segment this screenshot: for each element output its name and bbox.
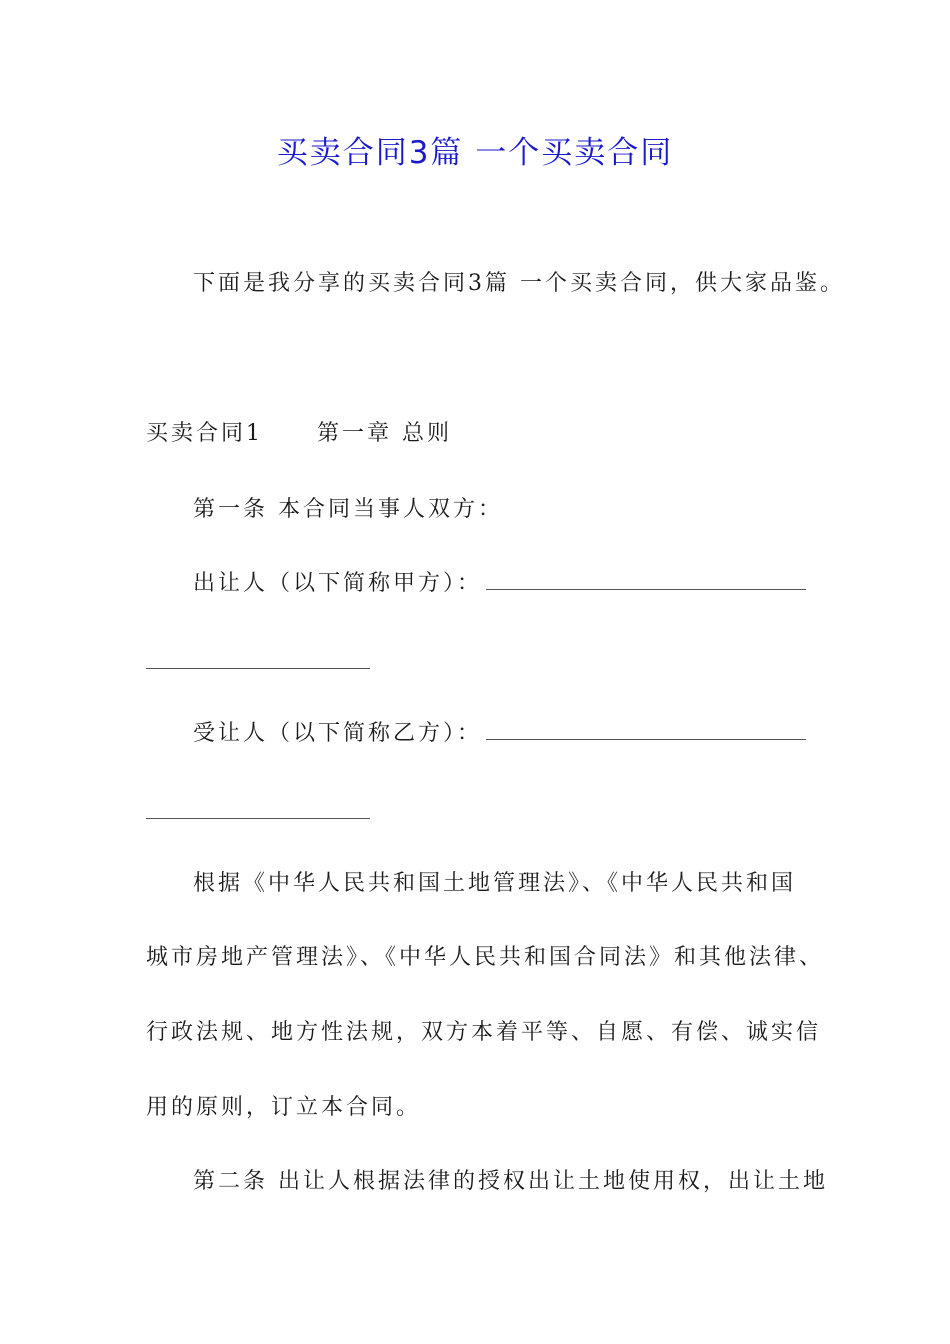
document-title: 买卖合同3篇 一个买卖合同 [276, 135, 674, 171]
party-a-blank-continued [146, 667, 370, 669]
party-b-line [193, 718, 806, 750]
party-a-label: 出让人（以下简称甲方）： [193, 571, 483, 596]
party-a-blank [486, 571, 806, 590]
paragraph-line-2: 城市房地产管理法》、《中华人民共和国合同法》和其他法律、 [146, 945, 825, 970]
article-1: 第一条 本合同当事人双方： [193, 497, 503, 522]
party-a-line [193, 568, 806, 600]
paragraph-line-1: 根据《中华人民共和国土地管理法》、《中华人民共和国 [193, 871, 797, 896]
paragraph-line-4: 用的原则，订立本合同。 [146, 1095, 422, 1120]
section-heading-line [146, 418, 452, 450]
party-b-label: 受让人（以下简称乙方）： [193, 721, 483, 746]
party-b-blank-continued [146, 817, 370, 819]
chapter-heading: 第一章 总则 [317, 421, 452, 446]
paragraph-line-3: 行政法规、地方性法规，双方本着平等、自愿、有偿、诚实信 [146, 1020, 822, 1045]
intro-paragraph: 下面是我分享的买卖合同3篇 一个买卖合同，供大家品鉴。 [193, 271, 845, 296]
section-label: 买卖合同1 [146, 421, 263, 446]
party-b-blank [486, 721, 806, 740]
article-2: 第二条 出让人根据法律的授权出让土地使用权，出让土地 [193, 1169, 828, 1194]
